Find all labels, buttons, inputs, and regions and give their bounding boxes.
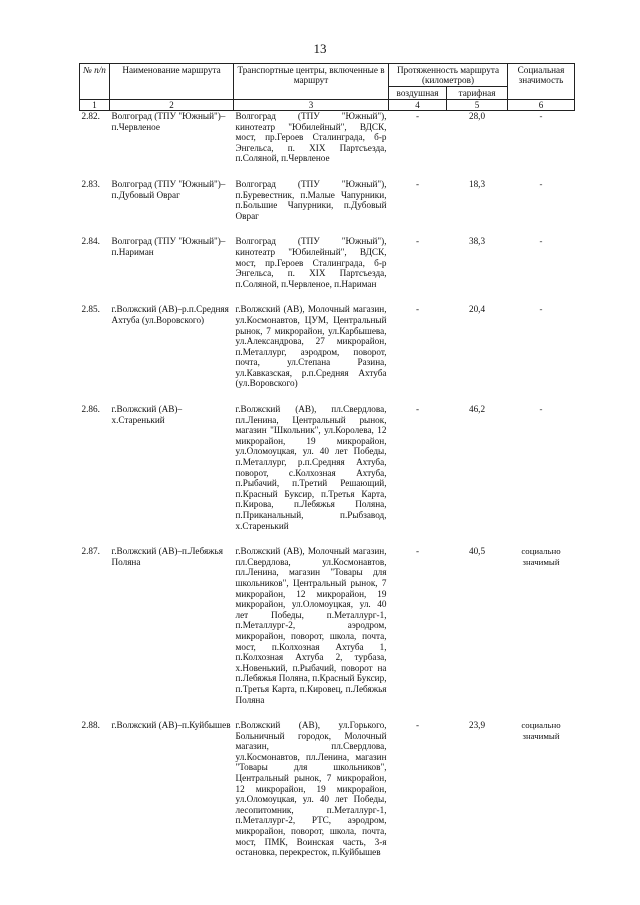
route-number: 2.87. [81,546,100,557]
column-number: 4 [389,100,447,111]
column-number: 6 [508,100,575,111]
header-num: № п/п [80,64,110,100]
table-row [80,546,575,705]
route-name: г.Волжский (АВ)–х.Старенький [111,404,183,425]
table-row [80,720,575,858]
column-number: 5 [447,100,508,111]
route-air-length: - [415,404,420,415]
route-air-length: - [415,236,420,247]
table-row [80,404,575,531]
route-number: 2.83. [81,178,100,189]
route-name: г.Волжский (АВ)–р.п.Средняя Ахтуба (ул.Воровского) [111,304,229,325]
route-number: 2.85. [81,304,100,315]
route-social-significance: - [539,404,543,415]
table-row [80,236,575,289]
route-name: Волгоград (ТПУ "Южный")–п.Червленое [111,111,226,132]
routes-table [79,63,575,858]
route-transport-centers: Волгоград (ТПУ "Южный"), п.Буревестник, п.Малые Чапурники, п.Большие Чапурники, п.Дубовый Овраг [235,178,387,221]
route-transport-centers: г.Волжский (АВ), пл.Свердлова, пл.Ленина, Центральный рынок, магазин "Школьник", ул.Королева, 12 микрорайон, 19 микрорайон, ул.Оломоуцкая, ул. 40 лет Победы, п.Металлург, р.п.Средняя Ахтуба, поворот, с.Колхозная Ахтуба, п.Рыбачий, п.Третий Решающий, п.Красный Буксир, п.Третья Карта, п.Кирова, п.Лебяжья Поляна, п.Приканальный, п.Рыбзавод, х.Старенький [235,404,387,531]
page-number: 13 [313,41,327,56]
column-number: 1 [80,100,110,111]
route-social-significance: социально значимый [521,720,561,741]
header-social: Социальная значимость [508,64,575,100]
route-social-significance: социально значимый [521,546,561,567]
route-tariff-length: 20,4 [468,304,486,315]
header-length: Протяженность маршрута (километров) [389,64,508,87]
header-transport-centers: Транспортные центры, включенные в маршрут [234,64,389,100]
route-air-length: - [415,111,420,121]
route-tariff-length: 46,2 [468,404,486,415]
route-tariff-length: 28,0 [468,111,486,121]
route-number: 2.84. [81,236,100,247]
route-transport-centers: Волгоград (ТПУ "Южный"), кинотеатр "Юбилейный", ВДСК, мост, пр.Героев Сталинграда, б-р Энгельса, п. XIX Партсъезда, п.Соляной, п.Червленое, п.Нариман [235,236,387,289]
route-social-significance: - [539,111,543,121]
route-name: Волгоград (ТПУ "Южный")–п.Дубовый Овраг [111,178,226,200]
table-row [80,304,575,389]
route-tariff-length: 38,3 [468,236,486,247]
header-route-name: Наименование маршрута [110,64,234,100]
route-name: Волгоград (ТПУ "Южный")–п.Нариман [111,236,226,257]
route-tariff-length: 18,3 [468,178,486,189]
route-social-significance: - [539,178,543,189]
route-transport-centers: г.Волжский (АВ), Молочный магазин, пл.Свердлова, ул.Космонавтов, пл.Ленина, магазин "Товары для школьников", Центральный рынок, 7 микрорайон, 12 микрорайон, 19 микрорайон, ул.Оломоуцкая, ул. 40 лет Победы, п.Металлург-1, п.Металлург-2, аэродром, микрорайон, поворот, школа, почта, мост, п.Колхозная Ахтуба 1, п.Колхозная Ахтуба 2, турбаза, х.Новенький, п.Рыбачий, поворот на п.Лебяжья Поляна, п.Красный Буксир, п.Третья Карта, п.Кировец, п.Лебяжья Поляна [235,546,387,705]
route-transport-centers: Волгоград (ТПУ "Южный"), кинотеатр "Юбилейный", ВДСК, мост, пр.Героев Сталинграда, б-р Энгельса, п. XIX Партсъезда, п.Соляной, п.Червленое [235,111,387,164]
table-row [80,111,575,164]
table-row [80,179,575,221]
route-tariff-length: 23,9 [468,720,486,731]
column-number: 3 [234,100,389,111]
route-name: г.Волжский (АВ)–п.Лебяжья Поляна [111,546,223,567]
route-social-significance: - [539,304,543,315]
route-tariff-length: 40,5 [468,546,486,557]
route-number: 2.82. [81,111,100,121]
route-air-length: - [415,720,420,731]
header-air: воздушная [389,87,447,100]
route-air-length: - [415,304,420,315]
route-air-length: - [415,178,420,189]
route-transport-centers: г.Волжский (АВ), Молочный магазин, ул.Космонавтов, ЦУМ, Центральный рынок, 7 микрорайон, ул.Карбышева, ул.Александрова, 27 микрорайон, п.Металлург, аэродром, поворот, почта, ул.Степана Разина, ул.Кавказская, р.п.Средняя Ахтуба (ул.Воровского) [235,304,387,389]
route-number: 2.86. [81,404,100,415]
route-transport-centers: г.Волжский (АВ), ул.Горького, Больничный городок, Молочный магазин, пл.Свердлова, ул.Космонавтов, пл.Ленина, магазин "Товары для школьников", Центральный рынок, 7 микрорайон, 12 микрорайон, 19 микрорайон, ул.Оломоуцкая, ул. 40 лет Победы, лесопитомник, п.Металлург-1, п.Металлург-2, РТС, аэродром, микрорайон, поворот, школа, почта, мост, ПМК, Воинская часть, 3-я остановка, перекресток, п.Куйбышев [235,720,387,858]
route-name: г.Волжский (АВ)–п.Куйбышев [111,720,231,731]
header-tariff: тарифная [447,87,508,100]
route-social-significance: - [539,236,543,247]
route-air-length: - [415,546,420,557]
column-number: 2 [110,100,234,111]
route-number: 2.88. [81,720,100,731]
